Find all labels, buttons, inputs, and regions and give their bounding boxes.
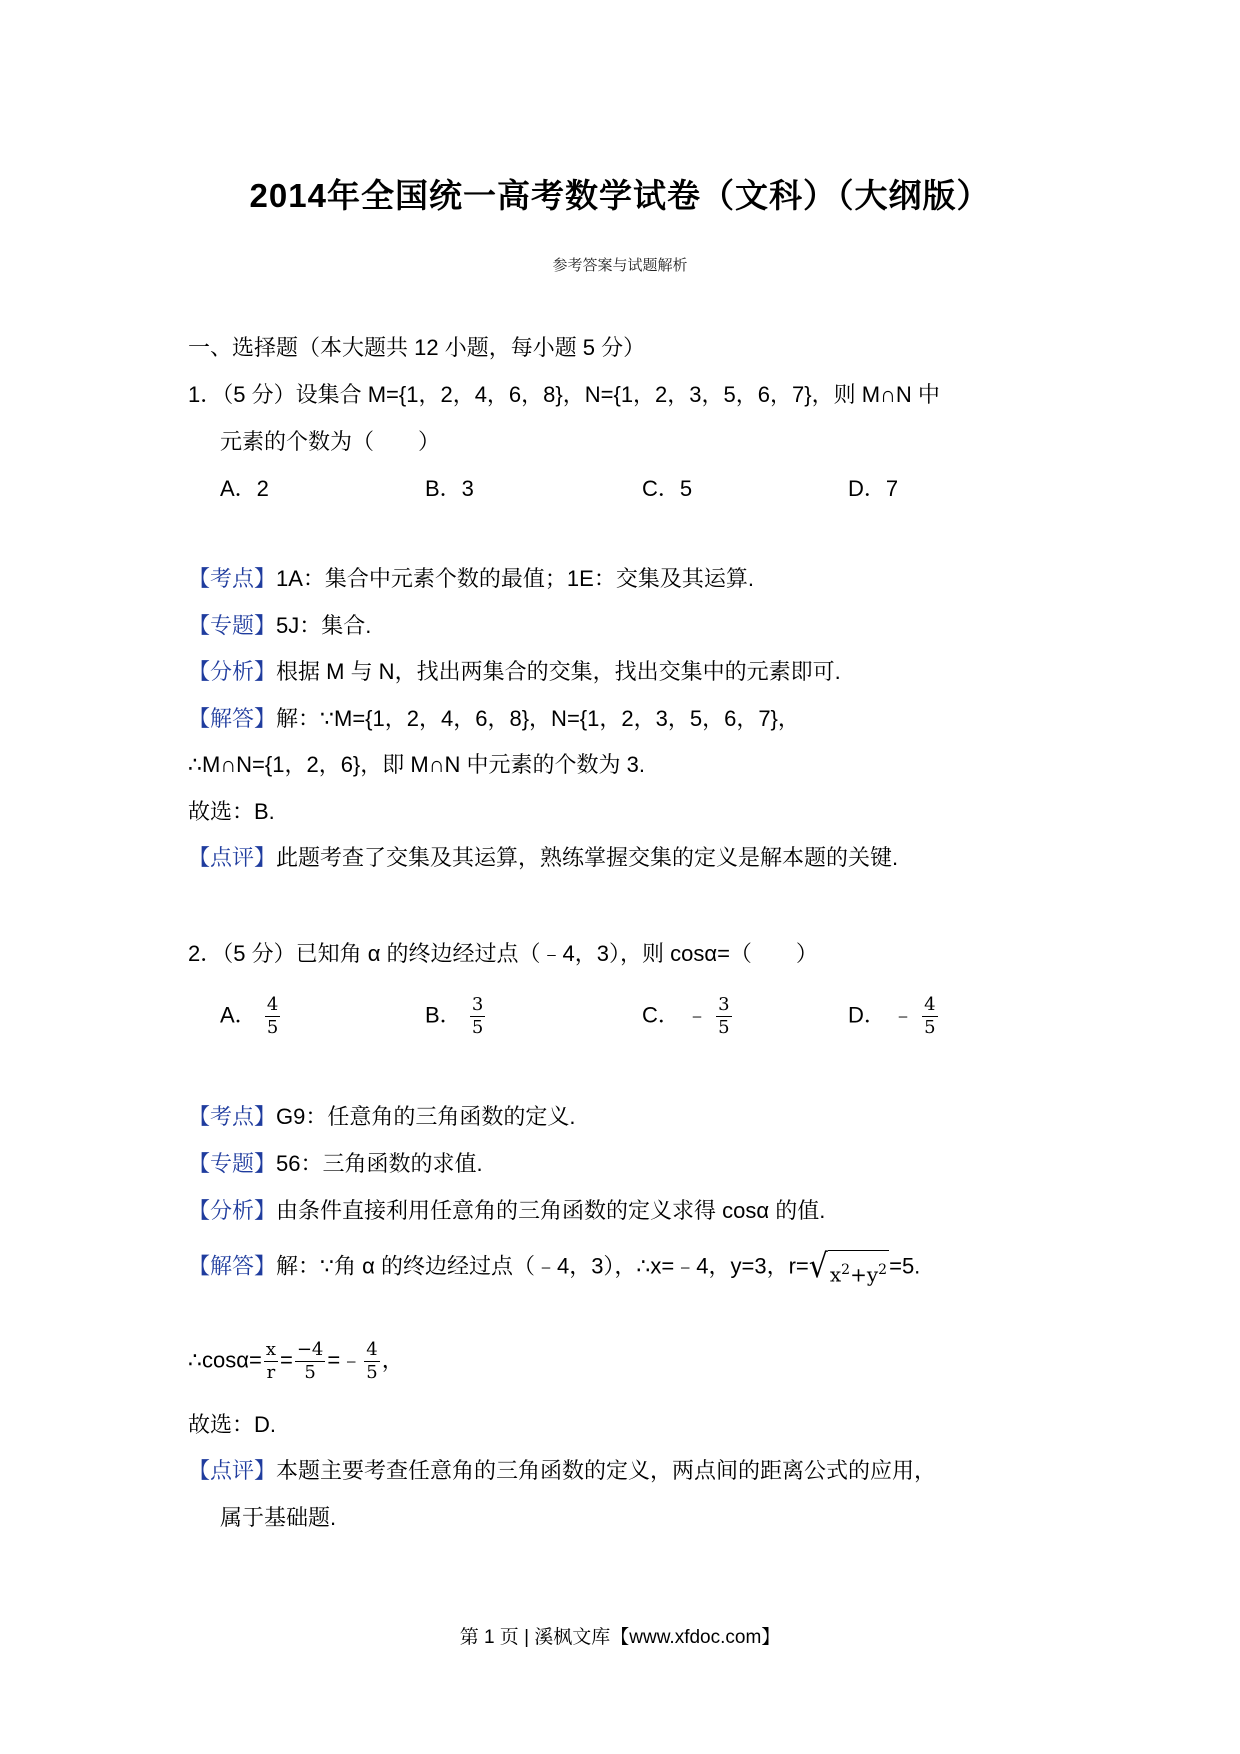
jieda-tag: 【解答】 bbox=[188, 706, 277, 731]
page-subtitle: 参考答案与试题解析 bbox=[552, 257, 688, 274]
q2-zhuanti bbox=[188, 1149, 483, 1179]
zhuanti-text: 56：三角函数的求值. bbox=[276, 1151, 483, 1176]
zhuanti-text: 5J：集合. bbox=[276, 613, 372, 638]
q1-jieda bbox=[188, 704, 800, 734]
q1-jieda-line2: ∴M∩N={1，2，6}，即 M∩N 中元素的个数为 3. bbox=[188, 752, 645, 777]
fraction-denominator: 5 bbox=[471, 1017, 484, 1038]
var-y: y bbox=[866, 1262, 879, 1287]
fraction-4-over-5 bbox=[364, 1340, 379, 1383]
q2-jieda-line2 bbox=[188, 1340, 404, 1383]
comma: ， bbox=[381, 1347, 404, 1373]
option-fraction bbox=[922, 995, 937, 1038]
q1-option-b: B．3 bbox=[425, 476, 474, 501]
exp-y: 2 bbox=[878, 1262, 888, 1278]
jieda-post: =5. bbox=[889, 1253, 921, 1279]
cos-prefix: ∴cosα= bbox=[188, 1347, 262, 1373]
q1-zhuanti bbox=[188, 611, 371, 641]
fraction-denominator: 5 bbox=[924, 1017, 936, 1038]
plus-sign: + bbox=[850, 1262, 867, 1287]
kaodian-text: 1A：集合中元素个数的最值；1E：交集及其运算. bbox=[276, 566, 754, 591]
kaodian-tag: 【考点】 bbox=[188, 1104, 277, 1129]
page-footer: 第 1 页 | 溪枫文库【www.xfdoc.com】 bbox=[459, 1627, 781, 1648]
option-fraction bbox=[716, 995, 731, 1038]
q2-choice: 故选：D. bbox=[188, 1412, 277, 1437]
fraction-x-over-r bbox=[264, 1340, 278, 1383]
q1-option-c: C．5 bbox=[642, 476, 693, 501]
jieda-text: 解：∵M={1，2，4，6，8}，N={1，2，3，5，6，7}， bbox=[276, 706, 800, 731]
fraction-numerator: 4 bbox=[266, 994, 279, 1015]
kaodian-text: G9：任意角的三角函数的定义. bbox=[276, 1104, 576, 1129]
dianping-text: 本题主要考查任意角的三角函数的定义，两点间的距离公式的应用， bbox=[276, 1458, 937, 1483]
page-title: 2014年全国统一高考数学试卷（文科）（大纲版） bbox=[249, 177, 991, 214]
q2-option-d bbox=[848, 995, 940, 1038]
q2-dianping-line2: 属于基础题. bbox=[220, 1505, 337, 1530]
option-sign: ﹣ bbox=[892, 1002, 915, 1028]
radical-sign: √ bbox=[808, 1247, 828, 1286]
option-label: B． bbox=[425, 1002, 462, 1028]
q1-kaodian bbox=[188, 564, 754, 594]
fraction-numerator: −4 bbox=[296, 1339, 324, 1360]
radicand bbox=[828, 1250, 889, 1286]
fraction-numerator: 3 bbox=[471, 994, 484, 1015]
equals-neg-sign: =﹣ bbox=[327, 1347, 363, 1373]
zhuanti-tag: 【专题】 bbox=[188, 1151, 277, 1176]
fenxi-tag: 【分析】 bbox=[188, 659, 277, 684]
fraction-denominator: 5 bbox=[304, 1362, 316, 1383]
q2-jieda bbox=[188, 1247, 921, 1287]
q2-kaodian bbox=[188, 1102, 575, 1132]
q2-stem: 2．（5 分）已知角 α 的终边经过点（﹣4，3），则 cosα=（ ） bbox=[188, 941, 818, 966]
q2-option-a bbox=[220, 995, 282, 1038]
fraction-numerator: 3 bbox=[718, 994, 730, 1015]
fenxi-tag: 【分析】 bbox=[188, 1198, 277, 1223]
q2-option-c bbox=[642, 995, 734, 1038]
equals-sign: = bbox=[279, 1347, 293, 1373]
dianping-text: 此题考查了交集及其运算，熟练掌握交集的定义是解本题的关键. bbox=[276, 845, 899, 870]
q1-stem-line1: 1．（5 分）设集合 M={1，2，4，6，8}，N={1，2，3，5，6，7}，则 M∩N 中 bbox=[188, 382, 940, 407]
fenxi-text: 根据 M 与 N，找出两集合的交集，找出交集中的元素即可. bbox=[276, 659, 841, 684]
option-label: C． bbox=[642, 1002, 680, 1028]
fraction-numerator: 4 bbox=[366, 1339, 378, 1360]
q1-option-d: D．7 bbox=[848, 476, 899, 501]
q1-stem-line2: 元素的个数为（ ） bbox=[220, 429, 441, 454]
q1-fenxi bbox=[188, 657, 841, 687]
jieda-text: 解：∵角 α 的终边经过点（﹣4，3），∴x=﹣4，y=3，r= bbox=[276, 1253, 809, 1279]
q1-choice: 故选：B. bbox=[188, 799, 275, 824]
fenxi-text: 由条件直接利用任意角的三角函数的定义求得 cosα 的值. bbox=[276, 1198, 826, 1223]
fraction-neg4-over-5 bbox=[295, 1340, 326, 1383]
q2-option-b bbox=[425, 995, 487, 1038]
q1-dianping bbox=[188, 843, 898, 873]
q2-dianping bbox=[188, 1456, 936, 1486]
sqrt-expression bbox=[808, 1247, 889, 1287]
fraction-denominator: 5 bbox=[366, 1362, 378, 1383]
exp-x: 2 bbox=[841, 1262, 851, 1278]
q2-fenxi bbox=[188, 1196, 825, 1226]
fraction-denominator: 5 bbox=[266, 1017, 279, 1038]
option-sign: ﹣ bbox=[686, 1002, 709, 1028]
var-x: x bbox=[829, 1262, 842, 1287]
section-heading: 一、选择题（本大题共 12 小题，每小题 5 分） bbox=[188, 335, 646, 360]
dianping-tag: 【点评】 bbox=[188, 1458, 277, 1483]
fraction-numerator: x bbox=[265, 1339, 276, 1360]
fraction-denominator: r bbox=[266, 1362, 276, 1383]
option-label: A． bbox=[220, 1002, 257, 1028]
zhuanti-tag: 【专题】 bbox=[188, 613, 277, 638]
option-fraction bbox=[265, 995, 280, 1038]
q1-option-a: A．2 bbox=[220, 476, 269, 501]
dianping-tag: 【点评】 bbox=[188, 845, 277, 870]
fraction-denominator: 5 bbox=[718, 1017, 730, 1038]
fraction-numerator: 4 bbox=[924, 994, 936, 1015]
jieda-tag: 【解答】 bbox=[188, 1253, 277, 1279]
kaodian-tag: 【考点】 bbox=[188, 566, 277, 591]
option-fraction bbox=[470, 995, 485, 1038]
option-label: D． bbox=[848, 1002, 886, 1028]
